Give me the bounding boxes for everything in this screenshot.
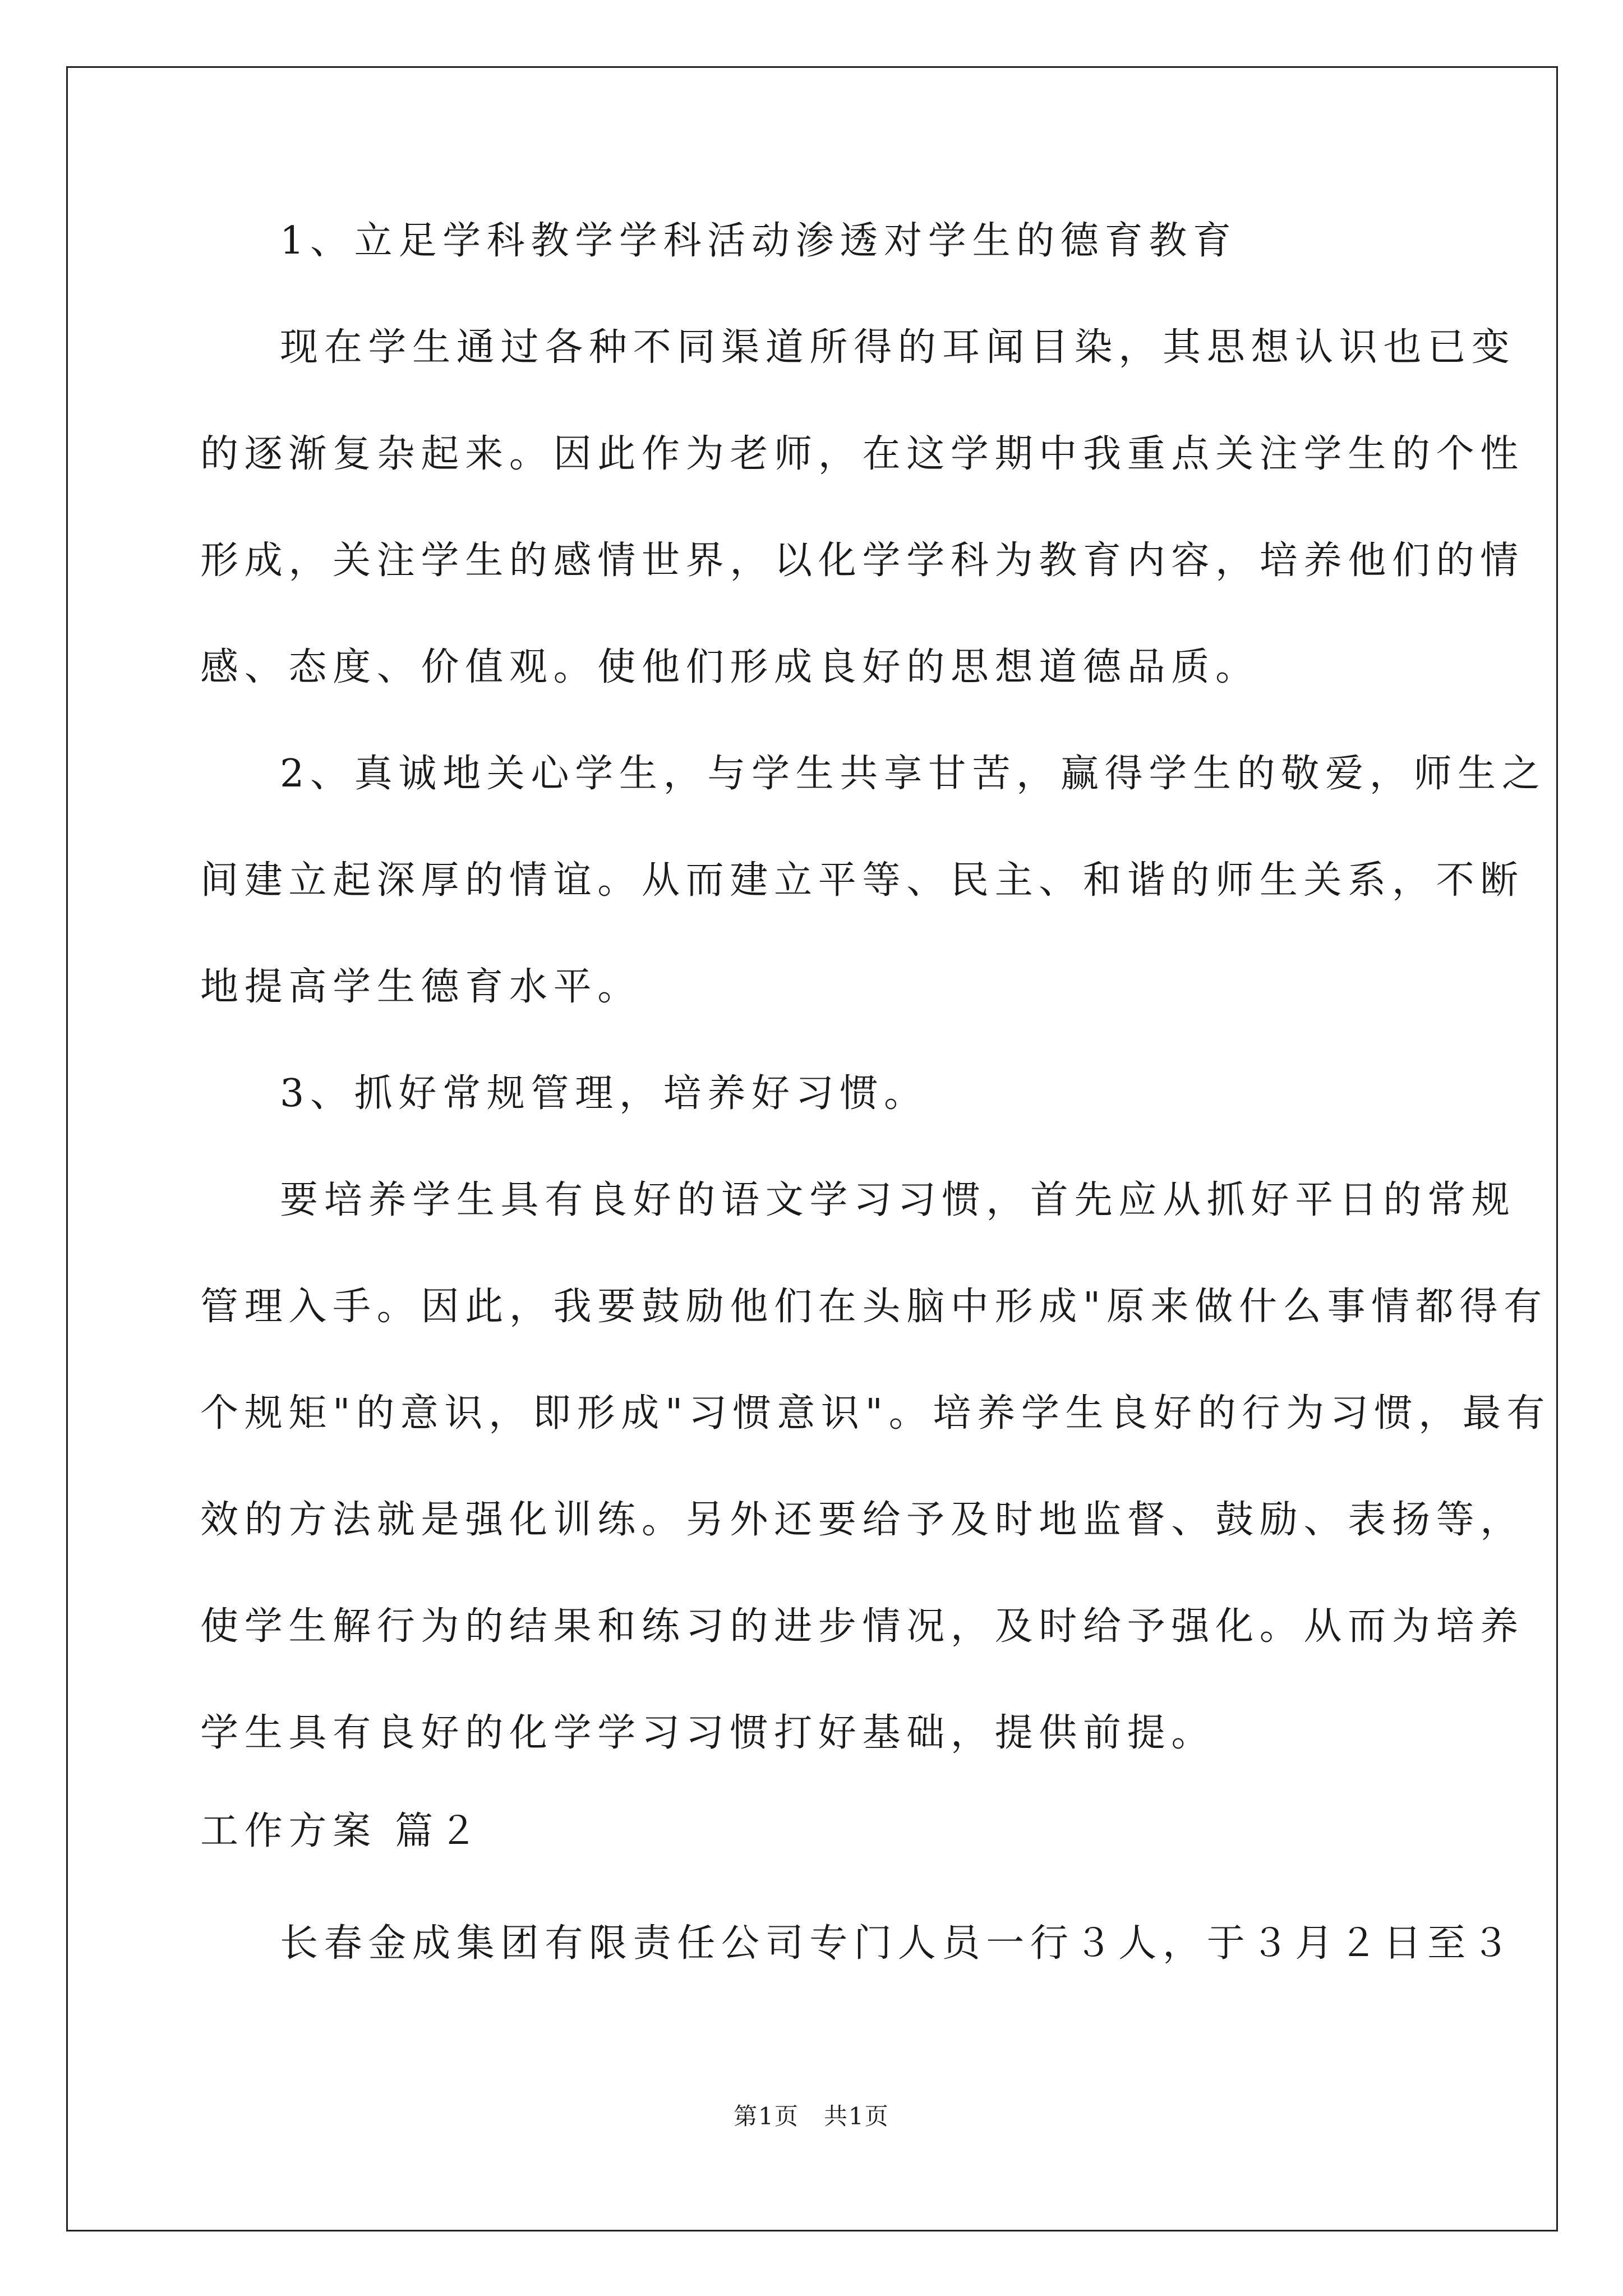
page-border xyxy=(66,66,1558,2231)
paragraph-line: 形成，关注学生的感情世界，以化学学科为教育内容，培养他们的情 xyxy=(200,539,1525,583)
paragraph-line: 的逐渐复杂起来。因此作为老师，在这学期中我重点关注学生的个性 xyxy=(200,432,1525,476)
page-number-footer: 第1页 共1页 xyxy=(734,2102,889,2130)
paragraph-line: 学生具有良好的化学学习习惯打好基础，提供前提。 xyxy=(200,1711,1216,1755)
paragraph-line: 现在学生通过各种不同渠道所得的耳闻目染，其思想认识也已变 xyxy=(280,325,1516,370)
section-heading-3: 3、抓好常规管理，培养好习惯。 xyxy=(280,1071,928,1116)
paragraph-line: 长春金成集团有限责任公司专门人员一行３人，于３月２日至３ xyxy=(280,1921,1516,1966)
paragraph-line: 地提高学生德育水平。 xyxy=(200,965,642,1009)
section-heading-1: 1、立足学科教学学科活动渗透对学生的德育教育 xyxy=(280,219,1237,263)
paragraph-line: 个规矩"的意识，即形成"习惯意识"。培养学生良好的行为习惯，最有 xyxy=(200,1391,1551,1435)
section-title: 工作方案 篇２ xyxy=(200,1809,483,1853)
paragraph-line: 效的方法就是强化训练。另外还要给予及时地监督、鼓励、表扬等， xyxy=(200,1498,1525,1542)
paragraph-line: 管理入手。因此，我要鼓励他们在头脑中形成"原来做什么事情都得有 xyxy=(200,1285,1548,1329)
paragraph-line: 2、真诚地关心学生，与学生共享甘苦，赢得学生的敬爱，师生之 xyxy=(280,752,1546,796)
paragraph-line: 间建立起深厚的情谊。从而建立平等、民主、和谐的师生关系，不断 xyxy=(200,858,1525,903)
paragraph-line: 感、态度、价值观。使他们形成良好的思想道德品质。 xyxy=(200,645,1260,689)
paragraph-line: 要培养学生具有良好的语文学习习惯，首先应从抓好平日的常规 xyxy=(280,1178,1516,1222)
paragraph-line: 使学生解行为的结果和练习的进步情况，及时给予强化。从而为培养 xyxy=(200,1604,1525,1649)
